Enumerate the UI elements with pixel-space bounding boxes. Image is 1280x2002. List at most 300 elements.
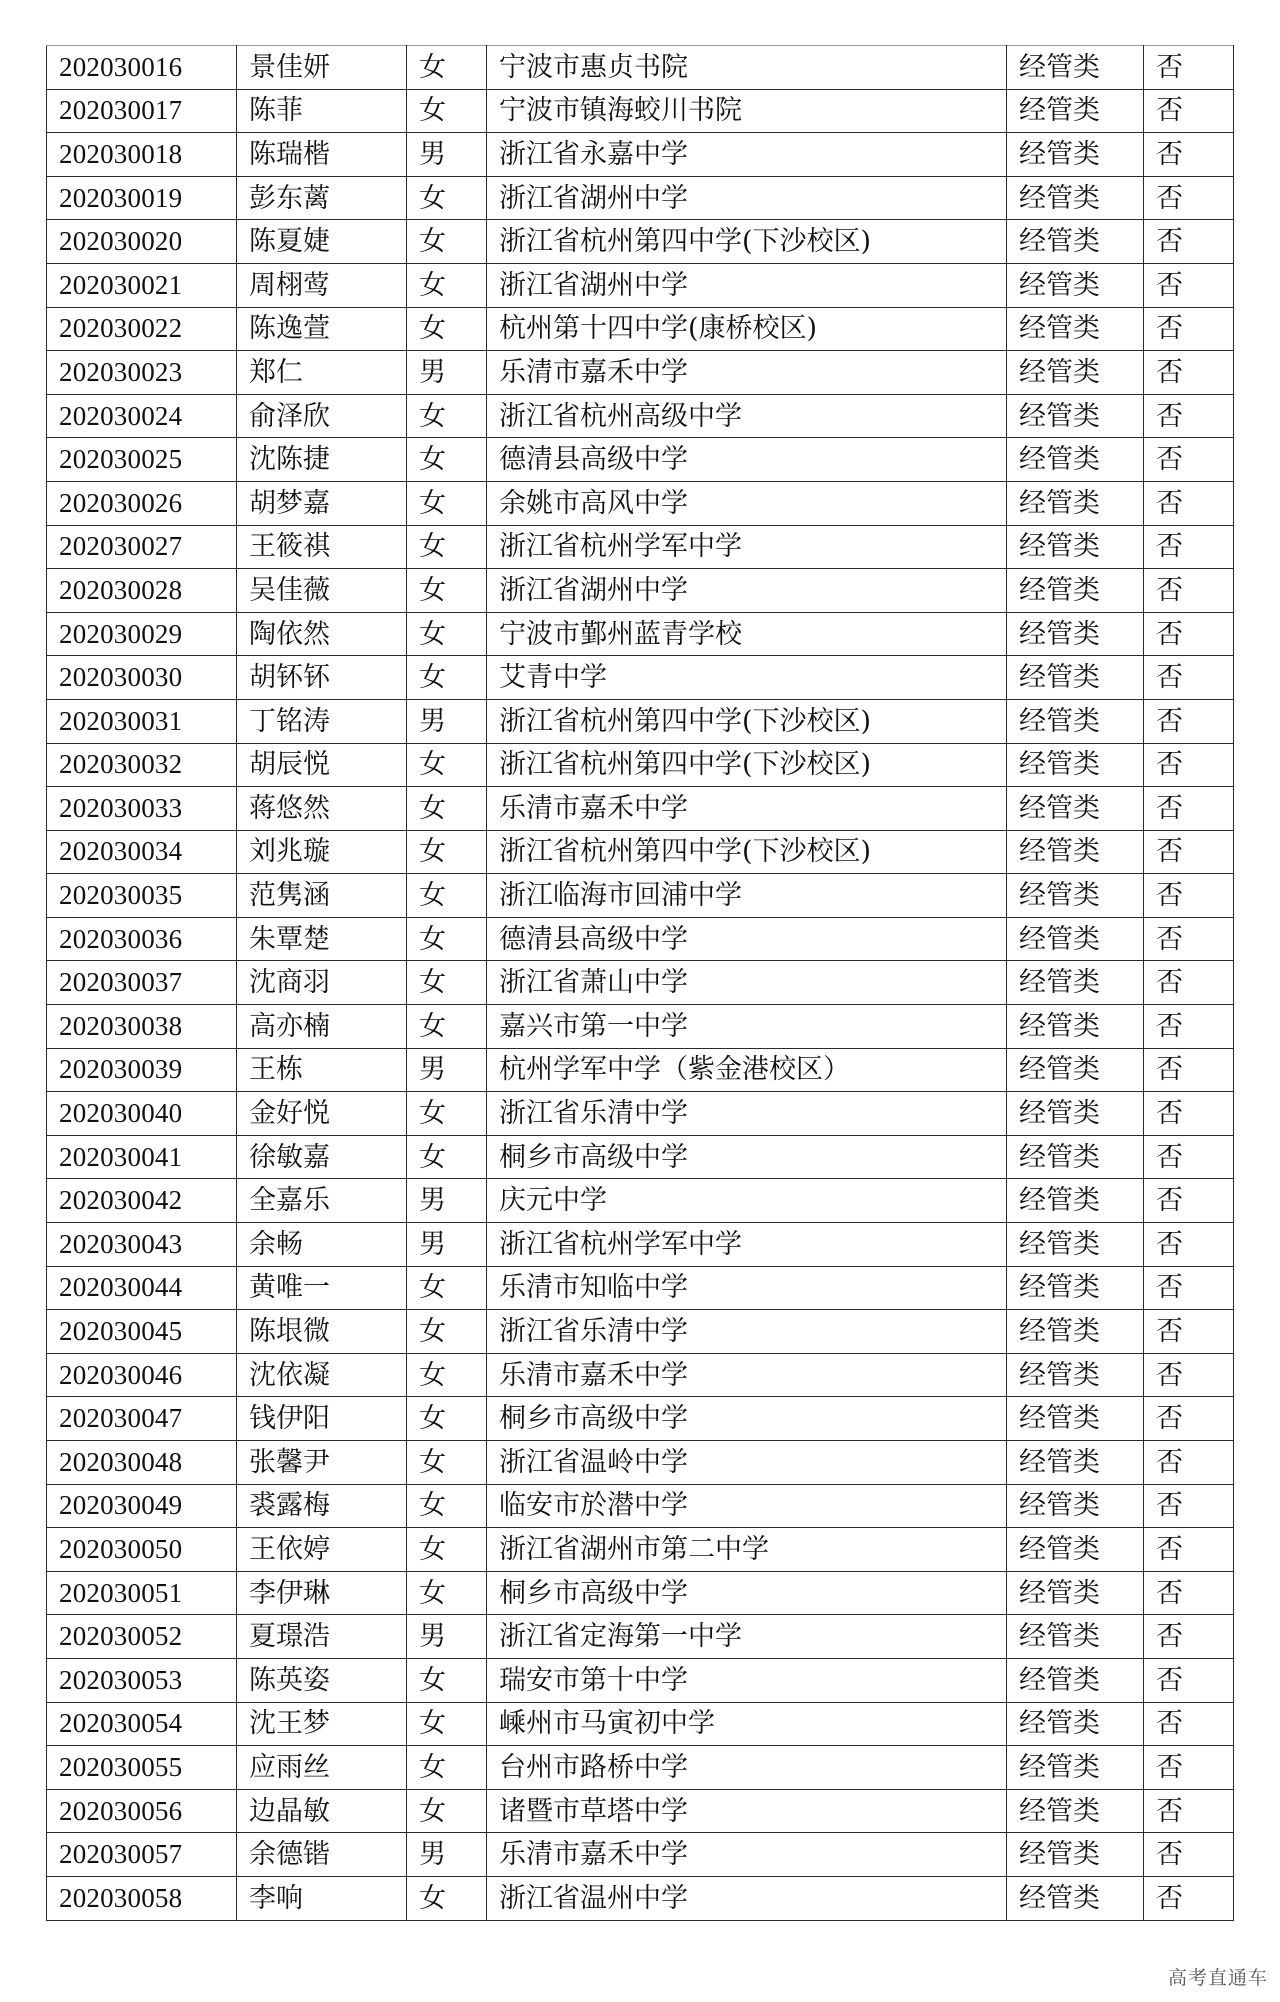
flag-cell: 否 <box>1144 263 1234 307</box>
flag-cell: 否 <box>1144 1484 1234 1528</box>
flag-cell: 否 <box>1144 1746 1234 1790</box>
category-cell: 经管类 <box>1007 1571 1144 1615</box>
table-row <box>47 1571 1234 1615</box>
gender-cell: 女 <box>407 1397 487 1441</box>
category-cell: 经管类 <box>1007 830 1144 874</box>
category-cell: 经管类 <box>1007 394 1144 438</box>
school-cell: 台州市路桥中学 <box>487 1746 1007 1790</box>
gender-cell: 女 <box>407 263 487 307</box>
student-id-cell: 202030039 <box>47 1048 237 1092</box>
student-id-cell: 202030050 <box>47 1528 237 1572</box>
student-id-cell: 202030030 <box>47 656 237 700</box>
school-cell: 宁波市鄞州蓝青学校 <box>487 612 1007 656</box>
flag-cell: 否 <box>1144 438 1234 482</box>
student-id-cell: 202030058 <box>47 1876 237 1920</box>
table-row <box>47 699 1234 743</box>
flag-cell: 否 <box>1144 1789 1234 1833</box>
table-row <box>47 1658 1234 1702</box>
table-row <box>47 263 1234 307</box>
school-cell: 浙江省杭州第四中学(下沙校区) <box>487 830 1007 874</box>
gender-cell: 男 <box>407 1615 487 1659</box>
school-cell: 德清县高级中学 <box>487 438 1007 482</box>
table-row <box>47 874 1234 918</box>
school-cell: 杭州第十四中学(康桥校区) <box>487 307 1007 351</box>
student-id-cell: 202030046 <box>47 1353 237 1397</box>
category-cell: 经管类 <box>1007 1179 1144 1223</box>
category-cell: 经管类 <box>1007 1310 1144 1354</box>
student-id-cell: 202030041 <box>47 1135 237 1179</box>
student-name-cell: 陈菲 <box>237 89 407 133</box>
category-cell: 经管类 <box>1007 525 1144 569</box>
table-body <box>47 46 1234 1921</box>
student-id-cell: 202030035 <box>47 874 237 918</box>
student-id-cell: 202030036 <box>47 917 237 961</box>
table-row <box>47 394 1234 438</box>
student-name-cell: 朱覃楚 <box>237 917 407 961</box>
category-cell: 经管类 <box>1007 569 1144 613</box>
student-id-cell: 202030032 <box>47 743 237 787</box>
gender-cell: 女 <box>407 1266 487 1310</box>
category-cell: 经管类 <box>1007 263 1144 307</box>
table-row <box>47 438 1234 482</box>
student-id-cell: 202030023 <box>47 351 237 395</box>
school-cell: 宁波市镇海蛟川书院 <box>487 89 1007 133</box>
flag-cell: 否 <box>1144 917 1234 961</box>
school-cell: 浙江省萧山中学 <box>487 961 1007 1005</box>
category-cell: 经管类 <box>1007 1484 1144 1528</box>
student-id-cell: 202030057 <box>47 1833 237 1877</box>
category-cell: 经管类 <box>1007 307 1144 351</box>
student-name-cell: 蒋悠然 <box>237 787 407 831</box>
school-cell: 庆元中学 <box>487 1179 1007 1223</box>
table-row <box>47 89 1234 133</box>
student-id-cell: 202030049 <box>47 1484 237 1528</box>
student-id-cell: 202030025 <box>47 438 237 482</box>
student-roster-table <box>46 45 1234 1921</box>
gender-cell: 女 <box>407 1092 487 1136</box>
student-name-cell: 陈瑞楷 <box>237 133 407 177</box>
table-row <box>47 569 1234 613</box>
gender-cell: 女 <box>407 1658 487 1702</box>
student-id-cell: 202030028 <box>47 569 237 613</box>
school-cell: 浙江省温岭中学 <box>487 1441 1007 1485</box>
student-id-cell: 202030043 <box>47 1223 237 1267</box>
school-cell: 乐清市嘉禾中学 <box>487 1353 1007 1397</box>
school-cell: 浙江省杭州学军中学 <box>487 525 1007 569</box>
flag-cell: 否 <box>1144 1397 1234 1441</box>
table-row <box>47 351 1234 395</box>
student-id-cell: 202030018 <box>47 133 237 177</box>
student-name-cell: 彭东蓠 <box>237 176 407 220</box>
table-row <box>47 787 1234 831</box>
gender-cell: 女 <box>407 1310 487 1354</box>
school-cell: 乐清市嘉禾中学 <box>487 1833 1007 1877</box>
flag-cell: 否 <box>1144 1310 1234 1354</box>
gender-cell: 女 <box>407 874 487 918</box>
category-cell: 经管类 <box>1007 1266 1144 1310</box>
flag-cell: 否 <box>1144 1092 1234 1136</box>
category-cell: 经管类 <box>1007 1615 1144 1659</box>
school-cell: 桐乡市高级中学 <box>487 1571 1007 1615</box>
student-name-cell: 胡钚钚 <box>237 656 407 700</box>
school-cell: 浙江省湖州市第二中学 <box>487 1528 1007 1572</box>
table-row <box>47 656 1234 700</box>
flag-cell: 否 <box>1144 351 1234 395</box>
table-row <box>47 46 1234 90</box>
gender-cell: 女 <box>407 394 487 438</box>
table-row <box>47 1353 1234 1397</box>
student-name-cell: 王依婷 <box>237 1528 407 1572</box>
student-id-cell: 202030040 <box>47 1092 237 1136</box>
school-cell: 桐乡市高级中学 <box>487 1397 1007 1441</box>
student-name-cell: 钱伊阳 <box>237 1397 407 1441</box>
category-cell: 经管类 <box>1007 1441 1144 1485</box>
category-cell: 经管类 <box>1007 1353 1144 1397</box>
student-name-cell: 金好悦 <box>237 1092 407 1136</box>
student-name-cell: 张馨尹 <box>237 1441 407 1485</box>
table-row <box>47 481 1234 525</box>
gender-cell: 女 <box>407 176 487 220</box>
table-row <box>47 1746 1234 1790</box>
category-cell: 经管类 <box>1007 1833 1144 1877</box>
gender-cell: 女 <box>407 1528 487 1572</box>
student-name-cell: 黄唯一 <box>237 1266 407 1310</box>
flag-cell: 否 <box>1144 133 1234 177</box>
category-cell: 经管类 <box>1007 1702 1144 1746</box>
student-name-cell: 陶依然 <box>237 612 407 656</box>
gender-cell: 女 <box>407 525 487 569</box>
flag-cell: 否 <box>1144 1876 1234 1920</box>
category-cell: 经管类 <box>1007 220 1144 264</box>
category-cell: 经管类 <box>1007 1223 1144 1267</box>
student-id-cell: 202030022 <box>47 307 237 351</box>
category-cell: 经管类 <box>1007 481 1144 525</box>
category-cell: 经管类 <box>1007 1746 1144 1790</box>
gender-cell: 男 <box>407 1179 487 1223</box>
student-id-cell: 202030026 <box>47 481 237 525</box>
category-cell: 经管类 <box>1007 1048 1144 1092</box>
table-row <box>47 307 1234 351</box>
gender-cell: 女 <box>407 787 487 831</box>
table-row <box>47 133 1234 177</box>
school-cell: 德清县高级中学 <box>487 917 1007 961</box>
school-cell: 浙江省杭州第四中学(下沙校区) <box>487 743 1007 787</box>
school-cell: 宁波市惠贞书院 <box>487 46 1007 90</box>
student-name-cell: 沈王梦 <box>237 1702 407 1746</box>
gender-cell: 男 <box>407 1048 487 1092</box>
student-id-cell: 202030029 <box>47 612 237 656</box>
student-name-cell: 范隽涵 <box>237 874 407 918</box>
flag-cell: 否 <box>1144 1135 1234 1179</box>
student-id-cell: 202030053 <box>47 1658 237 1702</box>
flag-cell: 否 <box>1144 1658 1234 1702</box>
category-cell: 经管类 <box>1007 656 1144 700</box>
table-row <box>47 917 1234 961</box>
category-cell: 经管类 <box>1007 438 1144 482</box>
gender-cell: 女 <box>407 1135 487 1179</box>
student-name-cell: 俞泽欣 <box>237 394 407 438</box>
category-cell: 经管类 <box>1007 1528 1144 1572</box>
category-cell: 经管类 <box>1007 1876 1144 1920</box>
student-id-cell: 202030044 <box>47 1266 237 1310</box>
school-cell: 杭州学军中学（紫金港校区） <box>487 1048 1007 1092</box>
student-id-cell: 202030038 <box>47 1005 237 1049</box>
gender-cell: 女 <box>407 438 487 482</box>
student-name-cell: 周栩莺 <box>237 263 407 307</box>
flag-cell: 否 <box>1144 1441 1234 1485</box>
table-row <box>47 525 1234 569</box>
table-row <box>47 220 1234 264</box>
student-id-cell: 202030016 <box>47 46 237 90</box>
flag-cell: 否 <box>1144 220 1234 264</box>
school-cell: 浙江省湖州中学 <box>487 569 1007 613</box>
school-cell: 瑞安市第十中学 <box>487 1658 1007 1702</box>
table-row <box>47 1266 1234 1310</box>
school-cell: 浙江省杭州第四中学(下沙校区) <box>487 699 1007 743</box>
table-row <box>47 743 1234 787</box>
school-cell: 乐清市知临中学 <box>487 1266 1007 1310</box>
table-row <box>47 830 1234 874</box>
gender-cell: 男 <box>407 699 487 743</box>
flag-cell: 否 <box>1144 612 1234 656</box>
school-cell: 浙江省杭州学军中学 <box>487 1223 1007 1267</box>
table-row <box>47 1223 1234 1267</box>
flag-cell: 否 <box>1144 1702 1234 1746</box>
school-cell: 桐乡市高级中学 <box>487 1135 1007 1179</box>
gender-cell: 男 <box>407 1833 487 1877</box>
category-cell: 经管类 <box>1007 1005 1144 1049</box>
table-row <box>47 1048 1234 1092</box>
flag-cell: 否 <box>1144 394 1234 438</box>
flag-cell: 否 <box>1144 89 1234 133</box>
gender-cell: 女 <box>407 612 487 656</box>
school-cell: 浙江省湖州中学 <box>487 176 1007 220</box>
flag-cell: 否 <box>1144 1179 1234 1223</box>
student-id-cell: 202030034 <box>47 830 237 874</box>
student-name-cell: 裘露梅 <box>237 1484 407 1528</box>
student-id-cell: 202030047 <box>47 1397 237 1441</box>
category-cell: 经管类 <box>1007 133 1144 177</box>
flag-cell: 否 <box>1144 961 1234 1005</box>
table-row <box>47 1615 1234 1659</box>
gender-cell: 男 <box>407 133 487 177</box>
flag-cell: 否 <box>1144 1266 1234 1310</box>
student-name-cell: 景佳妍 <box>237 46 407 90</box>
student-id-cell: 202030054 <box>47 1702 237 1746</box>
category-cell: 经管类 <box>1007 351 1144 395</box>
student-id-cell: 202030037 <box>47 961 237 1005</box>
category-cell: 经管类 <box>1007 874 1144 918</box>
gender-cell: 女 <box>407 1484 487 1528</box>
table-row <box>47 612 1234 656</box>
category-cell: 经管类 <box>1007 1092 1144 1136</box>
table-row <box>47 1833 1234 1877</box>
category-cell: 经管类 <box>1007 89 1144 133</box>
school-cell: 临安市於潜中学 <box>487 1484 1007 1528</box>
student-id-cell: 202030045 <box>47 1310 237 1354</box>
flag-cell: 否 <box>1144 46 1234 90</box>
table-row <box>47 1179 1234 1223</box>
school-cell: 诸暨市草塔中学 <box>487 1789 1007 1833</box>
student-id-cell: 202030042 <box>47 1179 237 1223</box>
student-name-cell: 沈商羽 <box>237 961 407 1005</box>
gender-cell: 女 <box>407 89 487 133</box>
student-id-cell: 202030051 <box>47 1571 237 1615</box>
student-name-cell: 陈垠微 <box>237 1310 407 1354</box>
student-name-cell: 应雨丝 <box>237 1746 407 1790</box>
student-name-cell: 陈逸萱 <box>237 307 407 351</box>
school-cell: 浙江省温州中学 <box>487 1876 1007 1920</box>
flag-cell: 否 <box>1144 307 1234 351</box>
flag-cell: 否 <box>1144 830 1234 874</box>
student-name-cell: 沈陈捷 <box>237 438 407 482</box>
school-cell: 浙江省乐清中学 <box>487 1092 1007 1136</box>
gender-cell: 女 <box>407 1571 487 1615</box>
student-name-cell: 郑仁 <box>237 351 407 395</box>
student-id-cell: 202030052 <box>47 1615 237 1659</box>
gender-cell: 女 <box>407 1746 487 1790</box>
table-row <box>47 1484 1234 1528</box>
student-name-cell: 夏璟浩 <box>237 1615 407 1659</box>
table-row <box>47 1310 1234 1354</box>
student-id-cell: 202030056 <box>47 1789 237 1833</box>
student-id-cell: 202030055 <box>47 1746 237 1790</box>
student-name-cell: 吴佳薇 <box>237 569 407 613</box>
student-id-cell: 202030024 <box>47 394 237 438</box>
category-cell: 经管类 <box>1007 46 1144 90</box>
student-id-cell: 202030021 <box>47 263 237 307</box>
gender-cell: 女 <box>407 917 487 961</box>
gender-cell: 女 <box>407 1876 487 1920</box>
flag-cell: 否 <box>1144 874 1234 918</box>
gender-cell: 男 <box>407 351 487 395</box>
school-cell: 浙江省永嘉中学 <box>487 133 1007 177</box>
gender-cell: 男 <box>407 1223 487 1267</box>
flag-cell: 否 <box>1144 1615 1234 1659</box>
student-id-cell: 202030027 <box>47 525 237 569</box>
student-name-cell: 陈夏婕 <box>237 220 407 264</box>
category-cell: 经管类 <box>1007 917 1144 961</box>
student-name-cell: 王栋 <box>237 1048 407 1092</box>
category-cell: 经管类 <box>1007 176 1144 220</box>
category-cell: 经管类 <box>1007 1789 1144 1833</box>
student-name-cell: 全嘉乐 <box>237 1179 407 1223</box>
school-cell: 乐清市嘉禾中学 <box>487 351 1007 395</box>
flag-cell: 否 <box>1144 699 1234 743</box>
flag-cell: 否 <box>1144 569 1234 613</box>
gender-cell: 女 <box>407 1353 487 1397</box>
student-name-cell: 李响 <box>237 1876 407 1920</box>
school-cell: 浙江省乐清中学 <box>487 1310 1007 1354</box>
student-name-cell: 徐敏嘉 <box>237 1135 407 1179</box>
gender-cell: 女 <box>407 961 487 1005</box>
flag-cell: 否 <box>1144 176 1234 220</box>
flag-cell: 否 <box>1144 743 1234 787</box>
school-cell: 浙江省杭州高级中学 <box>487 394 1007 438</box>
student-name-cell: 余畅 <box>237 1223 407 1267</box>
flag-cell: 否 <box>1144 1528 1234 1572</box>
category-cell: 经管类 <box>1007 787 1144 831</box>
table-row <box>47 1005 1234 1049</box>
table-row <box>47 1092 1234 1136</box>
gender-cell: 女 <box>407 307 487 351</box>
school-cell: 余姚市高风中学 <box>487 481 1007 525</box>
school-cell: 艾青中学 <box>487 656 1007 700</box>
gender-cell: 女 <box>407 1441 487 1485</box>
watermark-text: 高考直通车 <box>1167 1967 1268 1989</box>
flag-cell: 否 <box>1144 1223 1234 1267</box>
category-cell: 经管类 <box>1007 699 1144 743</box>
student-name-cell: 陈英姿 <box>237 1658 407 1702</box>
table-row <box>47 1789 1234 1833</box>
flag-cell: 否 <box>1144 481 1234 525</box>
student-id-cell: 202030031 <box>47 699 237 743</box>
student-id-cell: 202030017 <box>47 89 237 133</box>
school-cell: 浙江省湖州中学 <box>487 263 1007 307</box>
student-name-cell: 高亦楠 <box>237 1005 407 1049</box>
table-row <box>47 961 1234 1005</box>
category-cell: 经管类 <box>1007 743 1144 787</box>
gender-cell: 女 <box>407 481 487 525</box>
student-id-cell: 202030033 <box>47 787 237 831</box>
school-cell: 浙江省定海第一中学 <box>487 1615 1007 1659</box>
school-cell: 嵊州市马寅初中学 <box>487 1702 1007 1746</box>
school-cell: 浙江临海市回浦中学 <box>487 874 1007 918</box>
student-id-cell: 202030048 <box>47 1441 237 1485</box>
table-row <box>47 1397 1234 1441</box>
category-cell: 经管类 <box>1007 961 1144 1005</box>
table-row <box>47 1876 1234 1920</box>
school-cell: 嘉兴市第一中学 <box>487 1005 1007 1049</box>
category-cell: 经管类 <box>1007 1135 1144 1179</box>
student-name-cell: 李伊琳 <box>237 1571 407 1615</box>
table-row <box>47 1528 1234 1572</box>
student-id-cell: 202030020 <box>47 220 237 264</box>
category-cell: 经管类 <box>1007 612 1144 656</box>
table-row <box>47 1135 1234 1179</box>
flag-cell: 否 <box>1144 1353 1234 1397</box>
student-name-cell: 边晶敏 <box>237 1789 407 1833</box>
table-row <box>47 176 1234 220</box>
category-cell: 经管类 <box>1007 1658 1144 1702</box>
student-name-cell: 沈依凝 <box>237 1353 407 1397</box>
student-name-cell: 王筱祺 <box>237 525 407 569</box>
student-name-cell: 刘兆璇 <box>237 830 407 874</box>
flag-cell: 否 <box>1144 787 1234 831</box>
gender-cell: 女 <box>407 220 487 264</box>
student-name-cell: 胡梦嘉 <box>237 481 407 525</box>
student-name-cell: 余德锴 <box>237 1833 407 1877</box>
flag-cell: 否 <box>1144 656 1234 700</box>
gender-cell: 女 <box>407 46 487 90</box>
flag-cell: 否 <box>1144 1571 1234 1615</box>
category-cell: 经管类 <box>1007 1397 1144 1441</box>
gender-cell: 女 <box>407 1789 487 1833</box>
flag-cell: 否 <box>1144 1833 1234 1877</box>
gender-cell: 女 <box>407 656 487 700</box>
document-page <box>46 45 1233 1921</box>
table-row <box>47 1441 1234 1485</box>
table-row <box>47 1702 1234 1746</box>
gender-cell: 女 <box>407 1702 487 1746</box>
student-id-cell: 202030019 <box>47 176 237 220</box>
school-cell: 乐清市嘉禾中学 <box>487 787 1007 831</box>
school-cell: 浙江省杭州第四中学(下沙校区) <box>487 220 1007 264</box>
gender-cell: 女 <box>407 743 487 787</box>
gender-cell: 女 <box>407 1005 487 1049</box>
flag-cell: 否 <box>1144 525 1234 569</box>
student-name-cell: 胡辰悦 <box>237 743 407 787</box>
